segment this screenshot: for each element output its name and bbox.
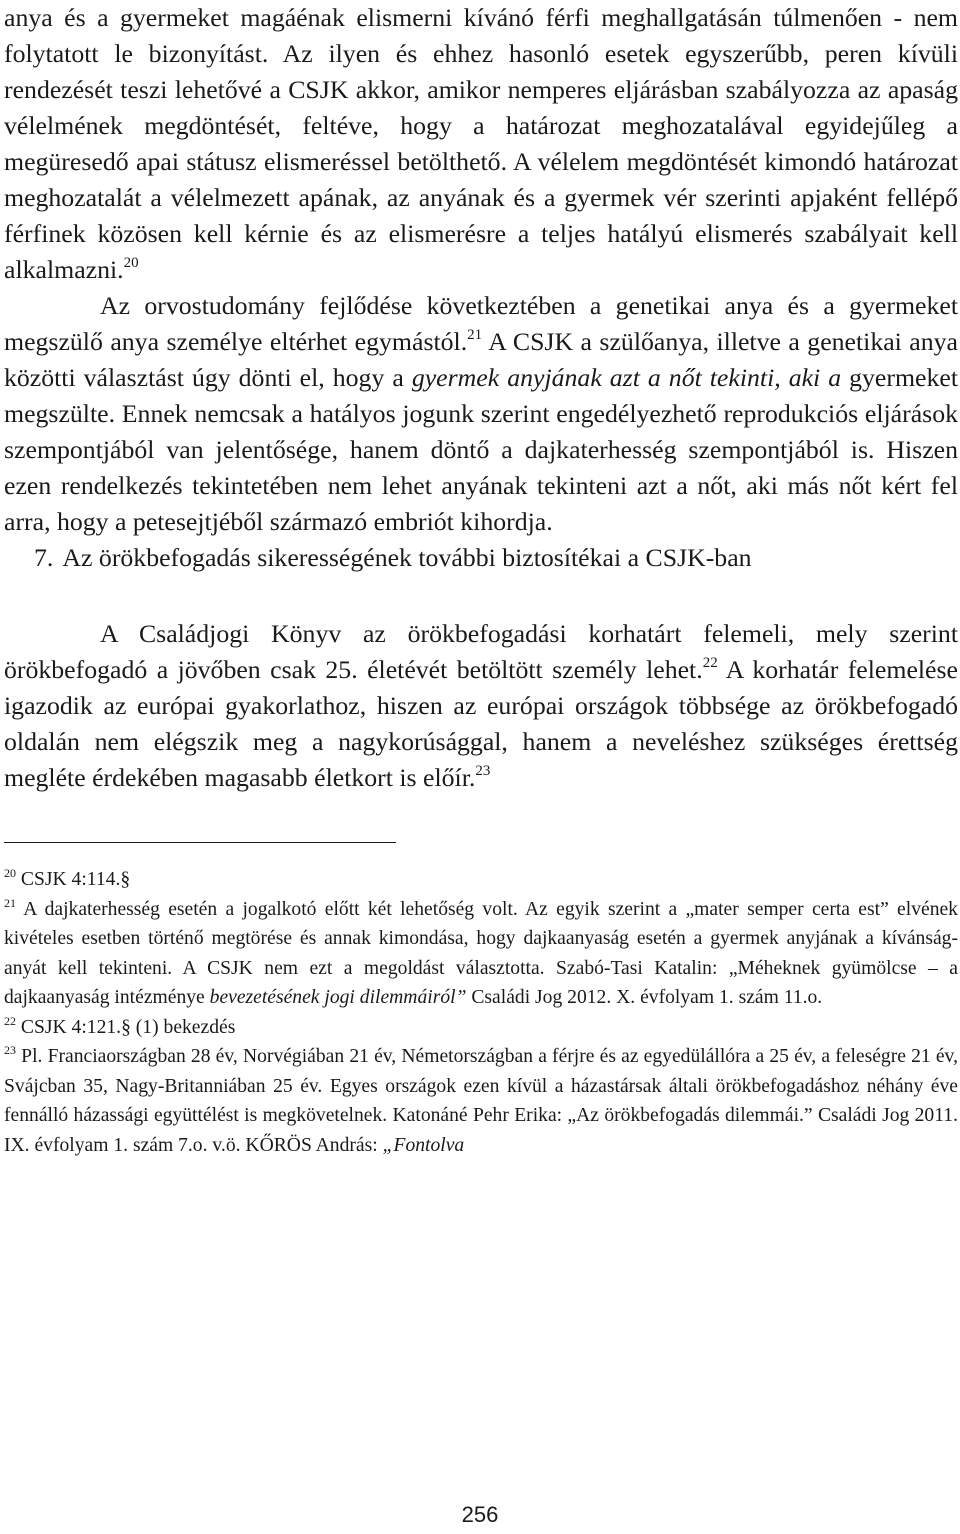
footnote-number-20: 20	[4, 866, 16, 880]
document-page	[4, 0, 958, 1160]
paragraph-3-text-a: A Családjogi Könyv az örökbefogadási korhatárt felemeli, mely szerint örökbefogadó a jövőben csak 25. életévét betöltött személy lehet.	[4, 619, 958, 684]
paragraph-3	[4, 616, 958, 796]
section-sign: §	[120, 869, 131, 890]
footnote-22	[4, 1013, 958, 1043]
footnote-23-italic: „Fontolva	[382, 1134, 465, 1156]
paragraph-3-text-b: A korhatár felemelése igazodik az európai gyakorlathoz, hiszen az európai országok többsége az örökbefogadó oldalán nem elégszik meg a nagykorúsággal, hanem a neveléshez szükséges érettség megléte érdekében magasabb életkort is előír.	[4, 655, 958, 792]
footnote-separator	[4, 842, 396, 843]
paragraph-1-text: anya és a gyermeket magáénak elismerni kívánó férfi meghallgatásán túlmenően - nem folytatott le bizonyítást. Az ilyen és ehhez hasonló esetek egyszerűbb, peren kívüli rendezését teszi lehetővé a CSJK akkor, amikor nemperes eljárásban szabályozza az apaság vélelmének megdöntését, feltéve, hogy a határozat meghozatalával egyidejűleg a megüresedő apai státusz elismeréssel betölthető. A vélelem megdöntését kimondó határozat meghozatalát a vélelmezett apának, az anyának és a gyermek vér szerinti apjaként fellépő férfinek közösen kell kérnie és az elismerésre a teljes hatályú elismerés szabályait kell alkalmazni.	[4, 3, 958, 284]
paragraph-2-text-a: Az orvostudomány fejlődése következtében a genetikai anya és a gyermeket megszülő anya személye eltérhet egymástól.	[4, 291, 958, 356]
paragraph-1	[4, 0, 958, 288]
footnote-22-text-b: (1) bekezdés	[130, 1016, 236, 1038]
paragraph-2-text-b: A CSJK a szülőanya, illetve a genetikai anya közötti választást úgy dönti el, hogy a	[4, 327, 959, 392]
footnotes	[4, 865, 958, 1160]
footnote-ref-23[interactable]: 23	[475, 763, 491, 779]
footnote-20-text: CSJK 4:114.	[20, 869, 121, 890]
footnote-23-text-b: András:	[311, 1134, 383, 1156]
footnote-23	[4, 1042, 958, 1160]
footnote-23-text-a: Pl. Franciaországban 28 év, Norvégiában 21 év, Németországban a férjre és az egyedülállóra a 25 év, a feleségre 21 év, Svájcban 35, Nagy-Britanniában 25 év. Egyes országok ezen kívül a házastársak általi örökbefogadáshoz néhány éve fennálló házassági együttélést is megkövetelnek. Katonáné Pehr Erika: „Az örökbefogadás dilemmái.” Családi Jog 2011. IX. évfolyam 1. szám 7.o. v.ö.	[4, 1046, 958, 1156]
footnote-ref-21[interactable]: 21	[467, 327, 483, 343]
section-sign: §	[121, 1016, 131, 1038]
footnote-20	[4, 865, 958, 895]
paragraph-2	[4, 288, 958, 540]
footnote-21-text-a: A dajkaterhesség esetén a jogalkotó előtt két lehetőség volt. Az egyik szerint a „mater semper certa est” elvének kivételes esetben történő megtörése és annak kimondása, hogy dajkaanyaság esetén a gyermek anyjának a kívánság-anyát kell tekinteni. A CSJK nem ezt a megoldást választotta. Szabó-Tasi Katalin: „Méheknek gyümölcse – a dajkaanyaság intézménye	[4, 898, 958, 1008]
footnote-22-text-a: CSJK 4:121.	[20, 1016, 122, 1038]
section-number: 7.	[34, 543, 54, 572]
footnote-23-author: KŐRÖS	[245, 1134, 312, 1156]
body-text	[4, 0, 958, 796]
section-heading	[4, 540, 958, 576]
paragraph-2-italic: gyermek anyjának azt a nőt tekinti, aki a	[411, 363, 842, 392]
footnote-21-italic: bevezetésének jogi dilemmáiról”	[209, 987, 467, 1008]
footnote-ref-22[interactable]: 22	[702, 655, 718, 671]
footnote-ref-20[interactable]: 20	[123, 255, 139, 271]
footnote-number-22: 22	[4, 1013, 16, 1028]
footnote-number-23: 23	[4, 1043, 16, 1057]
paragraph-2-text-c: gyermeket megszülte. Ennek nemcsak a hatályos jogunk szerint engedélyezhető reprodukciós eljárások szempontjából van jelentősége, hanem döntő a dajkaterhesség szempontjából is. Hiszen ezen rendelkezés tekintetében nem lehet anyának tekinteni azt a nőt, aki más nőt kért fel arra, hogy a petesejtjéből származó embriót kihordja.	[4, 363, 959, 536]
footnote-21	[4, 895, 958, 1013]
page-number: 256	[461, 1502, 499, 1527]
footnote-number-21: 21	[4, 895, 16, 910]
section-title: Az örökbefogadás sikerességének további biztosítékai a CSJK-ban	[62, 543, 752, 572]
footnote-21-text-b: Családi Jog 2012. X. évfolyam 1. szám 11.o.	[466, 987, 823, 1008]
